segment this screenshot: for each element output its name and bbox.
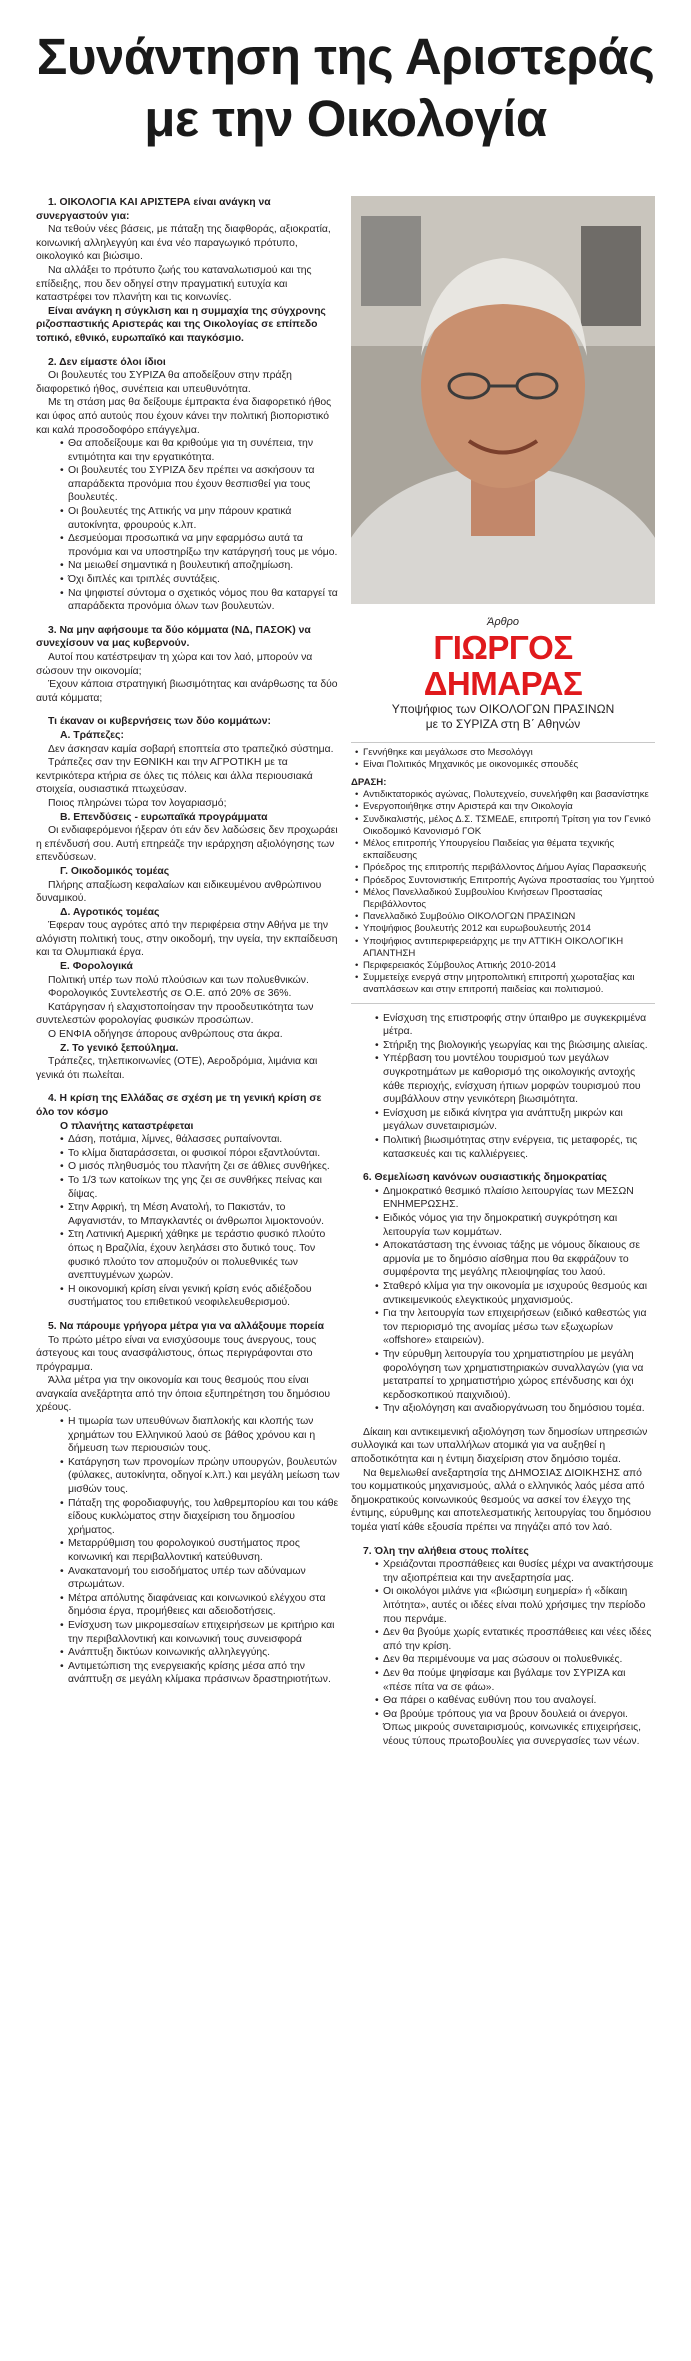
list-item: • Πάταξη της φοροδιαφυγής, του λαθρεμπορίου και του κάθε είδους κυκλώματος στην διαχείριση του δημοσίου χρήματος.: [60, 1497, 341, 1538]
section-5: [36, 1320, 341, 1687]
sub-heading: Δ. Αγροτικός τομέας: [60, 906, 160, 918]
list-item: • Η οικονομική κρίση είναι γενική κρίση ενός αδιέξοδου συστήματος του επιθετικού νεοφιλελευθερισμού.: [60, 1283, 341, 1310]
paragraph: Οι βουλευτές του ΣΥΡΙΖΑ θα αποδείξουν στην πράξη διαφορετικό ήθος, συνέπεια και υπευθυνότητα.: [36, 370, 292, 395]
list-item: • Δημοκρατικό θεσμικό πλαίσιο λειτουργίας των ΜΕΣΩΝ ΕΝΗΜΕΡΩΣΗΣ.: [375, 1185, 655, 1212]
sub-heading: Ο πλανήτης καταστρέφεται: [60, 1120, 194, 1132]
right-column: [351, 196, 655, 1759]
author-description-2: με το ΣΥΡΙΖΑ στη Β΄ Αθηνών: [425, 716, 581, 731]
paragraph: Πολιτική υπέρ των πολύ πλούσιων και των πολυεθνικών.: [48, 974, 309, 986]
paragraph: Έχουν κάποια στρατηγική βιωσιμότητας και ανάρθωσης τα δύο αυτά κόμματα;: [36, 679, 338, 704]
paragraph: Να αλλάξει το πρότυπο ζωής του καταναλωτισμού και της επίδειξης, που δεν οδηγεί στην πραγματική ευτυχία και καταστρέφει τον πλανήτη και τις κοινωνίες.: [36, 264, 312, 304]
bio-action-item: • Αντιδικτατορικός αγώνας, Πολυτεχνείο, συνελήφθη και βασανίστηκε: [355, 789, 655, 801]
list-item: • Δεν θα περιμένουμε να μας σώσουν οι πολυεθνικές.: [375, 1653, 655, 1667]
list-item: • Μεταρρύθμιση του φορολογικού συστήματος προς κοινωνική και περιβαλλοντική κατεύθυνση.: [60, 1537, 341, 1564]
portrait-illustration: [351, 196, 655, 604]
bio-action-item: • Συνδικαλιστής, μέλος Δ.Σ. ΤΣΜΕΔΕ, επιτροπή Τρίτση για τον Γενικό Οικοδομικό Κανονισμό ΓΟΚ: [355, 814, 655, 838]
bio-action-item: • Ενεργοποιήθηκε στην Αριστερά και την Οικολογία: [355, 801, 655, 813]
sub-heading: Γ. Οικοδομικός τομέας: [60, 865, 170, 877]
list-item: • Ενίσχυση των μικρομεσαίων επιχειρήσεων με κριτήριο και την περιβαλλοντική και κοινωνική τους συνεισφορά: [60, 1619, 341, 1646]
list-item: • Σταθερό κλίμα για την οικονομία με ισχυρούς θεσμούς και αντικειμενικούς ελεγκτικούς μηχανισμούς.: [375, 1280, 655, 1307]
bio-action-item: • Περιφερειακός Σύμβουλος Αττικής 2010-2014: [355, 960, 655, 972]
list-item: • Δάση, ποτάμια, λίμνες, θάλασσες ρυπαίνονται.: [60, 1133, 341, 1147]
list-item: • Δεν θα πούμε ψηφίσαμε και βγάλαμε τον ΣΥΡΙΖΑ και «πέσε πίτα να σε φάω».: [375, 1667, 655, 1694]
sub-heading: Ζ. Το γενικό ξεπούλημα.: [60, 1042, 179, 1054]
bio-action-item: • Συμμετείχε ενεργά στην μητροπολιτική επιτροπή χωροταξίας και αναπλάσεων και στην επιτροπή παιδείας και πολιτισμού.: [355, 972, 655, 996]
title-line-1: Συνάντηση της Αριστεράς: [36, 28, 655, 85]
list-item: • Την εύρυθμη λειτουργία του χρηματιστηρίου με μεγάλη φορολόγηση των χρηματιστηριακών συναλλαγών (για να μετατραπεί το χρηματιστήριο χώρος επένδυσης και όχι κερδοσκοπικού παιχνιδιού).: [375, 1348, 655, 1402]
list-item: • Οι βουλευτές της Αττικής να μην πάρουν κρατικά αυτοκίνητα, φρουρούς κ.λπ.: [60, 505, 341, 532]
list-item: • Για την λειτουργία των επιχειρήσεων (ειδικό καθεστώς για τον περιορισμό της ανομίας μέσω των εξωχωρίων «offshore» εταιρειών).: [375, 1307, 655, 1348]
list-item: • Όχι διπλές και τριπλές συντάξεις.: [60, 573, 341, 587]
section-1: [36, 196, 341, 346]
section-heading: 3. Να μην αφήσουμε τα δύο κόμματα (ΝΔ, ΠΑΣΟΚ) να συνεχίσουν να μας κυβερνούν.: [36, 624, 311, 650]
bio-action-item: • Μέλος Πανελλαδικού Συμβουλίου Κινήσεων Προστασίας Περιβάλλοντος: [355, 887, 655, 911]
sub-heading: Ε. Φορολογικά: [60, 961, 133, 973]
paragraph: Να θεμελιωθεί ανεξαρτησία της ΔΗΜΟΣΙΑΣ ΔΙΟΙΚΗΣΗΣ από του κομματικούς μηχανισμούς, αλλά ο ελληνικός λαός μέσα από δημοκρατικούς κοινωνικούς θεσμούς να ασκεί τον έλεγχο της έντιμης, εύρυθμης και αποτελεσματικής λειτουργίας του δημόσιου τομέα γιατί κάθε εξουσία πρέπει να πηγάζει από τον λαό.: [351, 1467, 652, 1534]
list-item: • Οι οικολόγοι μιλάνε για «βιώσιμη ευημερία» ή «δίκαιη λιτότητα», αυτές οι ιδέες είναι πολύ χρήσιμες την περίοδο που περνάμε.: [375, 1585, 655, 1626]
list-item: • Η τιμωρία των υπευθύνων διαπλοκής και κλοπής των χρημάτων του Ελληνικού λαού σε βάθος χρόνου και η δήμευση των περιουσιών τους.: [60, 1415, 341, 1456]
section-5-continued: [351, 1012, 655, 1162]
list-item: • Αποκατάσταση της έννοιας τάξης με νόμους δίκαιους σε αρμονία με το δημόσιο αίσθημα που θα εκφράζουν το συμφέροντα της μεγάλης πλειοψηφίας του λαού.: [375, 1239, 655, 1280]
paragraph: Ποιος πληρώνει τώρα τον λογαριασμό;: [48, 797, 227, 809]
list-item: • Ενίσχυση με ειδικά κίνητρα για ανάπτυξη μικρών και μεγάλων συνεταιρισμών.: [375, 1107, 655, 1134]
section-7: [351, 1545, 655, 1749]
section-governments: [36, 715, 341, 1082]
list-item: • Ανακατανομή του εισοδήματος υπέρ των αδύναμων στρωμάτων.: [60, 1565, 341, 1592]
section-6-paragraphs: [351, 1426, 655, 1535]
bullet-list: [36, 1133, 341, 1310]
bullet-list: [351, 1185, 655, 1416]
paragraph: Αυτοί που κατέστρεψαν τη χώρα και τον λαό, μπορούν να σώσουν την οικονομία;: [36, 652, 313, 677]
page-title: [0, 26, 691, 150]
paragraph: Με τη στάση μας θα δείξουμε έμπρακτα ένα διαφορετικό ήθος και ύφος από αυτούς που έχουν κάνει την πολιτική βιοποριστικό και καλά προσοδοφόρο επάγγελμα.: [36, 397, 332, 436]
section-2: [36, 356, 341, 614]
bio-action-item: • Υποψήφιος βουλευτής 2012 και ευρωβουλευτής 2014: [355, 923, 655, 935]
list-item: • Στη Λατινική Αμερική χάθηκε με τεράστιο φυσικό πλούτο όπως η Βραζιλία, έχουν λεηλάσει στο δυτικό τους. Τον φυσικό πλούτο τον απομυζούν οι πολυεθνικές των ανεπτυγμένων χωρών.: [60, 1228, 341, 1282]
right-content: [351, 1012, 655, 1749]
author-name: ΓΙΩΡΓΟΣ ΔΗΜΑΡΑΣ: [423, 628, 583, 702]
section-heading: 4. Η κρίση της Ελλάδας σε σχέση με τη γενική κρίση σε όλο τον κόσμο: [36, 1093, 322, 1118]
bullet-list: [351, 1012, 655, 1162]
list-item: • Ειδικός νόμος για την δημοκρατική συγκρότηση και λειτουργία των κομμάτων.: [375, 1212, 655, 1239]
list-item: • Θα βρούμε τρόπους για να βρουν δουλειά οι άνεργοι. Όπως μικρούς συνεταιρισμούς, κοινωνικές επιχειρήσεις, νέους τύπους πρωτοβουλίες για συνεργασίες των νέων.: [375, 1708, 655, 1749]
bio-action-item: • Πρόεδρος Συντονιστικής Επιτροπής Αγώνα προστασίας του Υμηττού: [355, 875, 655, 887]
bullet-list: [36, 1415, 341, 1687]
list-item: • Δεν θα βγούμε χωρίς εντατικές προσπάθειες και νέες ιδέες από την κρίση.: [375, 1626, 655, 1653]
bio-action-item: • Πανελλαδικό Συμβούλιο ΟΙΚΟΛΟΓΩΝ ΠΡΑΣΙΝΩΝ: [355, 911, 655, 923]
bio-list: [351, 747, 655, 771]
list-item: • Οι βουλευτές του ΣΥΡΙΖΑ δεν πρέπει να ασκήσουν τα απαράδεκτα προνόμια που έχουν θεσπισθεί για τους βουλευτές.: [60, 464, 341, 505]
section-3: [36, 624, 341, 706]
list-item: • Την αξιολόγηση και αναδιοργάνωση του δημόσιου τομέα.: [375, 1402, 655, 1416]
paragraph: Έφεραν τους αγρότες από την περιφέρεια στην Αθήνα με την αλόγιστη πολιτική τους, στην οικοδομή, την υγεία, την εκπαίδευση και τα Ολυμπιακά έργα.: [36, 920, 338, 959]
paragraph: Άλλα μέτρα για την οικονομία και τους θεσμούς που είναι αναγκαία ανεξάρτητα από την όποια εξυπηρέτηση του δημόσιου χρέους.: [36, 1375, 331, 1414]
paragraph: Δίκαιη και αντικειμενική αξιολόγηση των δημοσίων υπηρεσιών συλλογικά και των υπαλλήλων ατομικά για να αυξηθεί η αποδοτικότητα και η έντιμη διαχείριση στον δημόσιο τομέα.: [351, 1426, 648, 1466]
section-heading: 5. Να πάρουμε γρήγορα μέτρα για να αλλάξουμε πορεία: [48, 1320, 325, 1332]
list-item: • Δεσμεύομαι προσωπικά να μην εφαρμόσω αυτά τα προνόμια και να υποστηρίξω την κατάργησή τους με νόμο.: [60, 532, 341, 559]
paragraph: Τράπεζες, τηλεπικοινωνίες (ΟΤΕ), Αεροδρόμια, λιμάνια και γενικά ότι πωλείται.: [36, 1056, 318, 1081]
list-item: • Ανάπτυξη δικτύων κοινωνικής αλληλεγγύης.: [60, 1646, 341, 1660]
bio-item: • Γεννήθηκε και μεγάλωσε στο Μεσολόγγι: [355, 747, 655, 759]
list-item: • Στην Αφρική, τη Μέση Ανατολή, το Πακιστάν, το Αφγανιστάν, το Μπαγκλαντές οι άνθρωποι λιμοκτονούν.: [60, 1201, 341, 1228]
list-item: • Ενίσχυση της επιστροφής στην ύπαιθρο με συγκεκριμένα μέτρα.: [375, 1012, 655, 1039]
title-line-2: με την Οικολογία: [144, 90, 547, 147]
list-item: • Το 1/3 των κατοίκων της γης ζει σε συνθήκες πείνας και δίψας.: [60, 1174, 341, 1201]
bullet-list: [351, 1558, 655, 1748]
list-item: • Ο μισός πληθυσμός του πλανήτη ζει σε άθλιες συνθήκες.: [60, 1160, 341, 1174]
bio-actions-list: [351, 789, 655, 996]
paragraph: Το πρώτο μέτρο είναι να ενισχύσουμε τους άνεργους, τους άστεγους και τους ανασφάλιστους, όπως περιγράφονται στο πρόγραμμα.: [36, 1334, 317, 1373]
list-item: • Θα πάρει ο καθένας ευθύνη που του αναλογεί.: [375, 1694, 655, 1708]
paragraph: Να τεθούν νέες βάσεις, με πάταξη της διαφθοράς, αξιοκρατία, κοινωνική αλληλεγγύη και ένα νέο παραγωγικό πρότυπο, οικολογικό και βιώσιμο.: [36, 224, 331, 263]
list-item: • Πολιτική βιωσιμότητας στην ενέργεια, τις μεταφορές, τις κατασκευές και τις καλλιέργειες.: [375, 1134, 655, 1161]
paragraph: Οι ενδιαφερόμενοι ήξεραν ότι εάν δεν λαδώσεις δεν προχωράει η επένδυσή σου. Αυτή επηρεάζε την ιεράρχηση αξιολόγησης των επενδύσεων.: [36, 825, 338, 864]
bio-item: • Είναι Πολιτικός Μηχανικός με οικονομικές σπουδές: [355, 759, 655, 771]
list-item: • Υπέρβαση του μοντέλου τουρισμού των μεγάλων συγκροτημάτων με καθορισμό της οικολογικής αντοχής κάθε περιοχής, ενίσχυση ήπιων μορφών τουρισμού που συμβάλλουν στην γενικότερη βιωσιμότητα.: [375, 1052, 655, 1106]
bio-action-item: • Υποψήφιος αντιπεριφερειάρχης με την ΑΤΤΙΚΗ ΟΙΚΟΛΟΓΙΚΗ ΑΠΑΝΤΗΣΗ: [355, 936, 655, 960]
bold-paragraph: Είναι ανάγκη η σύγκλιση και η συμμαχία της σύγχρονης ριζοσπαστικής Αριστεράς και της Οικολογίας σε επίπεδο τοπικό, εθνικό, ευρωπαϊκό και παγκόσμιο.: [36, 305, 326, 344]
list-item: • Χρειάζονται προσπάθειες και θυσίες μέχρι να ανακτήσουμε την αξιοπρέπεια και την ανεξαρτησία μας.: [375, 1558, 655, 1585]
section-heading: 6. Θεμελίωση κανόνων ουσιαστικής δημοκρατίας: [363, 1172, 607, 1184]
author-description-1: Υποψήφιος των ΟΙΚΟΛΟΓΩΝ ΠΡΑΣΙΝΩΝ: [391, 701, 615, 716]
bullet-list: [36, 437, 341, 614]
sub-heading: Β. Επενδύσεις - ευρωπαϊκά προγράμματα: [60, 811, 268, 823]
list-item: • Κατάργηση των προνομίων πρώην υπουργών, βουλευτών (φύλακες, αυτοκίνητα, οδηγοί κ.λπ.) και μεγάλη μείωση των μισθών τους.: [60, 1456, 341, 1497]
bio-action-item: • Πρόεδρος της επιτροπής περιβάλλοντος Δήμου Αγίας Παρασκευής: [355, 862, 655, 874]
list-item: • Θα αποδείξουμε και θα κριθούμε για τη συνέπεια, την εντιμότητα και την εργατικότητα.: [60, 437, 341, 464]
sub-heading: Α. Τράπεζες:: [60, 729, 124, 741]
paragraph: Ο ΕΝΦΙΑ οδήγησε άπορους ανθρώπους στα άκρα.: [48, 1029, 283, 1041]
section-heading: Τι έκαναν οι κυβερνήσεις των δύο κομμάτων:: [48, 716, 271, 728]
list-item: • Να ψηφιστεί σύντομα ο σχετικός νόμος που θα καταργεί τα απαράδεκτα προνόμια όλων των βουλευτών.: [60, 587, 341, 614]
list-item: • Να μειωθεί σημαντικά η βουλευτική αποζημίωση.: [60, 559, 341, 573]
section-heading: 2. Δεν είμαστε όλοι ίδιοι: [48, 356, 166, 368]
bio-actions-title: ΔΡΑΣΗ:: [351, 777, 387, 788]
paragraph: Τράπεζες σαν την ΕΘΝΙΚΗ και την ΑΓΡΟΤΙΚΗ με τα κεντρικότερα κτήρια σε όλες τις πόλεις και άλλα περιουσιακά στοιχεία, ουσιαστικά πτωχεύσαν.: [36, 757, 313, 796]
author-bio-box: [351, 742, 655, 1004]
paragraph: Κατάργησαν ή ελαχιστοποίησαν την προοδευτικότητα των συντελεστών φορολογίας φυσικών προσώπων.: [36, 1001, 314, 1027]
list-item: • Το κλίμα διαταράσσεται, οι φυσικοί πόροι εξαντλούνται.: [60, 1147, 341, 1161]
paragraph: Πλήρης απαξίωση κεφαλαίων και ειδικευμένου ανθρώπινου δυναμικού.: [36, 879, 322, 905]
article-label: Άρθρο: [486, 616, 520, 628]
section-4: [36, 1092, 341, 1310]
list-item: • Αντιμετώπιση της ενεργειακής κρίσης μέσα από την ανάπτυξη σε μεγάλη κλίμακα πράσινων δραστηριοτήτων.: [60, 1660, 341, 1687]
paragraph: Δεν άσκησαν καμία σοβαρή εποπτεία στο τραπεζικό σύστημα.: [48, 743, 334, 755]
author-photo: [351, 196, 655, 604]
section-heading: 7. Όλη την αλήθεια στους πολίτες: [363, 1545, 529, 1557]
bio-action-item: • Μέλος επιτροπής Υπουργείου Παιδείας για θέματα τεχνικής εκπαίδευσης: [355, 838, 655, 862]
list-item: • Στήριξη της βιολογικής γεωργίας και της βιώσιμης αλιείας.: [375, 1039, 655, 1053]
section-6: [351, 1171, 655, 1416]
left-column: [36, 196, 341, 1697]
list-item: • Μέτρα απόλυτης διαφάνειας και κοινωνικού ελέγχου στα δημόσια έργα, προμήθειες και αδειοδοτήσεις.: [60, 1592, 341, 1619]
paragraph: Φορολογικός Συντελεστής σε Ο.Ε. από 20% σε 36%.: [48, 988, 292, 1000]
section-heading: 1. ΟΙΚΟΛΟΓΙΑ ΚΑΙ ΑΡΙΣΤΕΡΑ είναι ανάγκη να συνεργαστούν για:: [36, 197, 271, 222]
